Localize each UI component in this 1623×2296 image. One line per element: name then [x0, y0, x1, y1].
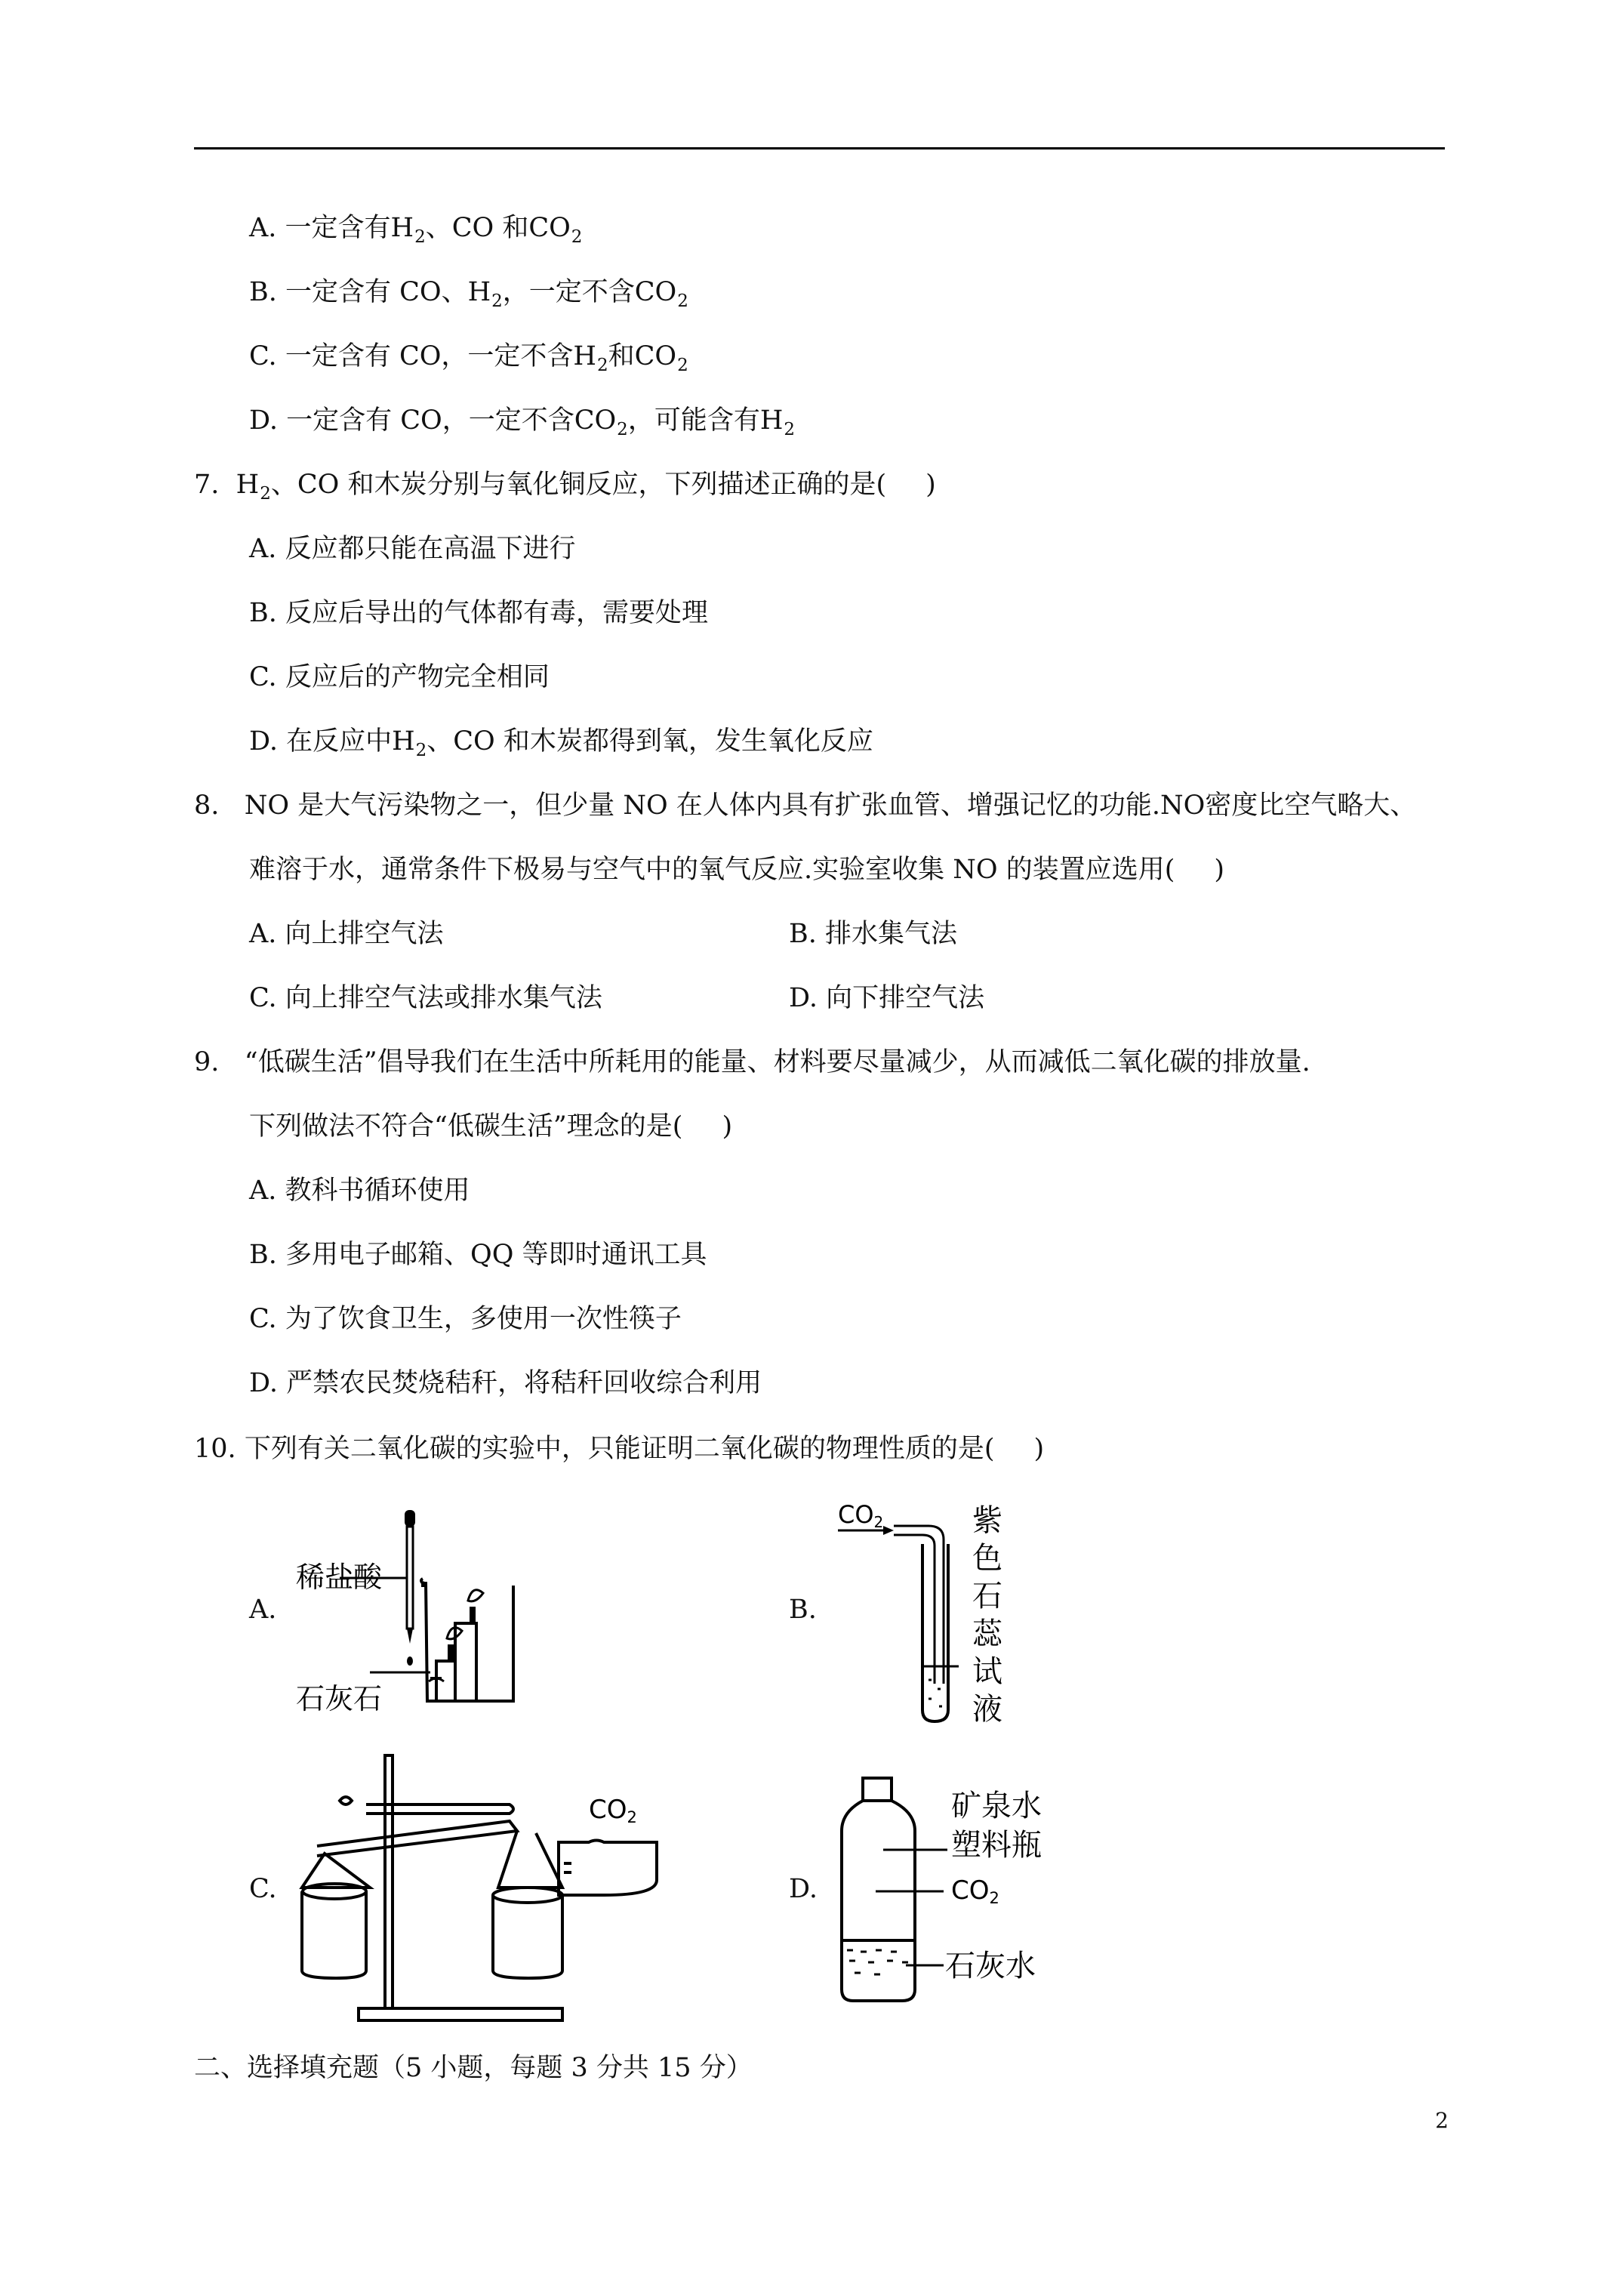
- q9-stem-line2: 下列做法不符合“低碳生活”理念的是( ): [249, 1111, 733, 1142]
- page-number: 2: [1435, 2108, 1449, 2133]
- q10-fig-d-label-2: 塑料瓶: [951, 1828, 1042, 1863]
- q10-fig-c-gas-label: CO2: [589, 1795, 637, 1826]
- q10-figure-d: [830, 1771, 1064, 2012]
- q10-figure-b: [830, 1491, 1042, 1733]
- q10-fig-b-char5: 试: [972, 1654, 1002, 1689]
- q6-option-d: D. 一定含有 CO，一定不含$CO_2$，可能含有$H_2$: [249, 405, 795, 439]
- q10-fig-a-letter: A.: [249, 1595, 277, 1625]
- q10-fig-b-char3: 石: [972, 1579, 1002, 1613]
- header-rule: [194, 147, 1445, 149]
- q6-option-c: C. 一定含有 CO，一定不含$H_2$和$CO_2$: [249, 341, 688, 375]
- q9-stem-line1: 9. “低碳生活”倡导我们在生活中所耗用的能量、材料要尽量减少，从而减低二氧化碳的排放量.: [194, 1047, 1310, 1077]
- q7-option-c: C. 反应后的产物完全相同: [249, 662, 550, 692]
- q8-option-c: C. 向上排空气法或排水集气法: [249, 983, 602, 1013]
- q10-fig-a-acid-label: 稀盐酸: [296, 1561, 383, 1594]
- q10-fig-b-char4: 蕊: [972, 1616, 1002, 1651]
- q10-fig-d-label-1: 矿泉水: [951, 1789, 1042, 1823]
- q10-fig-d-lime-label: 石灰水: [945, 1949, 1036, 1983]
- q9-option-c: C. 为了饮食卫生，多使用一次性筷子: [249, 1304, 682, 1334]
- q10-fig-a-stone-label: 石灰石: [296, 1682, 383, 1715]
- q10-figure-a: [287, 1506, 528, 1721]
- q10-fig-c-letter: C.: [249, 1874, 277, 1904]
- q10-fig-b-char2: 色: [972, 1541, 1002, 1576]
- q8-stem-line1: 8. NO 是大气污染物之一，但少量 NO 在人体内具有扩张血管、增强记忆的功能.NO密度比空气略大、: [194, 791, 1417, 821]
- q7-option-a: A. 反应都只能在高温下进行: [249, 534, 576, 564]
- q10-fig-b-gas-label: CO2: [838, 1500, 884, 1531]
- q8-option-b: B. 排水集气法: [789, 919, 958, 949]
- q9-option-d: D. 严禁农民焚烧秸秆，将秸秆回收综合利用: [249, 1368, 762, 1398]
- q10-fig-b-char6: 液: [972, 1692, 1002, 1727]
- q6-option-a: A. 一定含有$H_2$、CO 和$CO_2$: [249, 213, 583, 247]
- q7-option-d: D. 在反应中$H_2$、CO 和木炭都得到氧，发生氧化反应: [249, 726, 873, 760]
- q10-figure-c: [291, 1752, 661, 2027]
- q7-option-b: B. 反应后导出的气体都有毒，需要处理: [249, 598, 709, 628]
- q8-option-a: A. 向上排空气法: [249, 919, 444, 949]
- q6-option-b: B. 一定含有 CO、$H_2$，一定不含$CO_2$: [249, 277, 688, 311]
- q10-fig-b-letter: B.: [789, 1595, 817, 1625]
- q10-fig-d-letter: D.: [789, 1874, 818, 1904]
- q10-stem: 10. 下列有关二氧化碳的实验中，只能证明二氧化碳的物理性质的是( ): [194, 1434, 1045, 1464]
- q9-option-b: B. 多用电子邮箱、QQ 等即时通讯工具: [249, 1240, 707, 1270]
- q10-fig-b-char1: 紫: [972, 1503, 1002, 1538]
- q10-fig-d-gas-label: CO2: [951, 1875, 999, 1907]
- q9-option-a: A. 教科书循环使用: [249, 1176, 470, 1206]
- section-2-heading: 二、选择填充题（5 小题，每题 3 分共 15 分）: [194, 2053, 753, 2083]
- q7-stem: 7. $H_2$、CO 和木炭分别与氧化铜反应，下列描述正确的是( ): [194, 470, 936, 504]
- q8-stem-line2: 难溶于水，通常条件下极易与空气中的氧气反应.实验室收集 NO 的装置应选用( ): [249, 855, 1225, 885]
- q8-option-d: D. 向下排空气法: [789, 983, 985, 1013]
